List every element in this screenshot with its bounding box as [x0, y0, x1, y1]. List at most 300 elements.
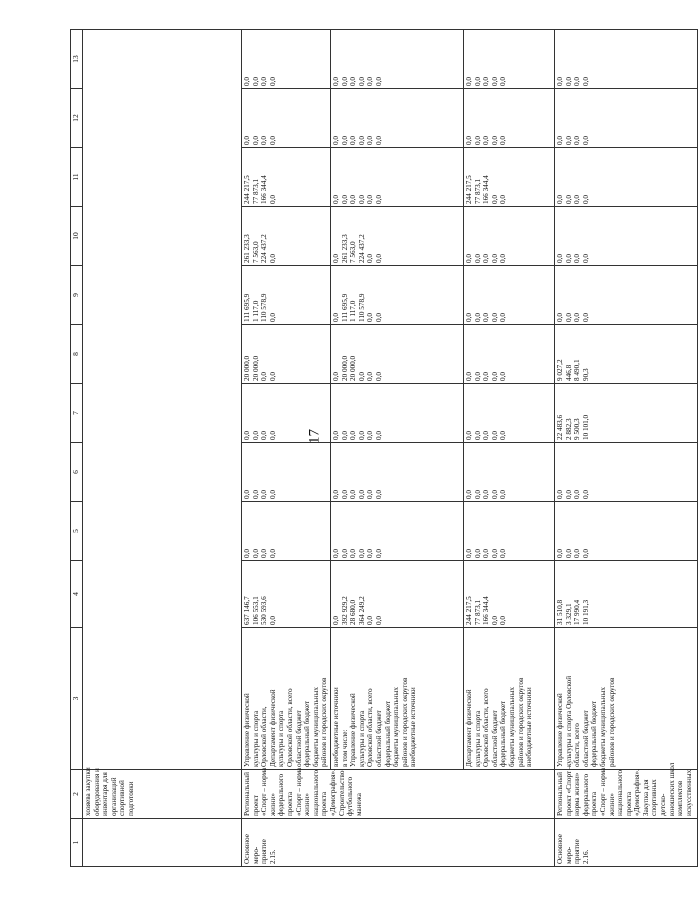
- text-line: 0,0: [251, 490, 260, 499]
- text-line: приятие: [573, 839, 582, 864]
- amount-col4: [242, 561, 331, 628]
- text-line: 244 217,5: [243, 175, 251, 204]
- text-line: 20 000,0: [340, 355, 349, 381]
- text-line: национального: [616, 769, 625, 816]
- text-line: 0,0: [331, 549, 340, 558]
- text-line: 90,3: [581, 368, 590, 381]
- text-line: внебюджетные источники: [331, 687, 340, 767]
- text-line: 0,0: [473, 136, 482, 145]
- amount-col11: [330, 148, 463, 207]
- text-line: 2.16.: [581, 849, 590, 864]
- text-line: 0,0: [490, 254, 499, 263]
- text-line: Основное: [555, 834, 564, 864]
- text-line: «Спорт – норма: [598, 767, 607, 816]
- text-line: 0,0: [490, 313, 499, 322]
- text-line: 0,0: [251, 77, 260, 86]
- text-line: 0,0: [464, 136, 473, 145]
- amount-col13: [330, 30, 463, 89]
- text-line: 0,0: [268, 254, 277, 263]
- text-line: 0,0: [490, 616, 499, 625]
- text-line: 0,0: [340, 77, 349, 86]
- col-header-2: 2: [71, 770, 83, 819]
- table-row: [330, 30, 463, 867]
- amount-col4: [554, 561, 697, 628]
- text-line: 0,0: [573, 254, 582, 263]
- text-line: 0,0: [357, 549, 366, 558]
- text-line: 0,0: [357, 490, 366, 499]
- text-line: Управление физической: [349, 693, 358, 767]
- text-line: 0,0: [268, 195, 277, 204]
- text-line: приятие: [260, 839, 269, 864]
- event-number-2-15: [242, 819, 555, 867]
- text-line: областной бюджет: [294, 710, 303, 767]
- text-line: юношеских школ: [667, 762, 676, 816]
- text-line: 0,0: [349, 490, 358, 499]
- text-line: 0,0: [564, 136, 573, 145]
- text-line: 0,0: [243, 431, 251, 440]
- text-line: оборудования и: [92, 768, 101, 816]
- text-line: проекта: [624, 791, 633, 816]
- text-line: 0,0: [340, 431, 349, 440]
- text-line: 0,0: [464, 549, 473, 558]
- text-line: 0,0: [243, 136, 251, 145]
- text-line: 0,0: [331, 616, 340, 625]
- text-line: федерального: [581, 773, 590, 816]
- text-line: областной бюджет: [490, 710, 499, 767]
- source-list: [242, 628, 331, 770]
- text-line: 0,0: [366, 372, 375, 381]
- text-line: 0,0: [357, 136, 366, 145]
- text-line: 0,0: [260, 549, 269, 558]
- text-line: районов и городских округов: [320, 677, 329, 767]
- text-line: 77 873,1: [251, 178, 260, 204]
- amount-col12: [463, 89, 554, 148]
- text-line: 0,0: [482, 313, 491, 322]
- text-line: 0,0: [499, 431, 508, 440]
- text-line: 0,0: [555, 254, 564, 263]
- text-line: 0,0: [490, 431, 499, 440]
- text-line: 0,0: [374, 313, 383, 322]
- text-line: 0,0: [260, 372, 269, 381]
- text-line: районов и городских округов: [400, 677, 409, 767]
- text-line: 0,0: [499, 136, 508, 145]
- text-line: 530 593,6: [260, 596, 269, 625]
- text-line: 0,0: [573, 490, 582, 499]
- text-line: 0,0: [473, 372, 482, 381]
- text-line: 0,0: [243, 549, 251, 558]
- table-row: [242, 30, 331, 867]
- text-line: федеральный бюджет: [499, 700, 508, 767]
- text-line: 0,0: [499, 616, 508, 625]
- text-line: 0,0: [374, 616, 383, 625]
- header-row: [71, 30, 83, 867]
- text-line: 0,0: [573, 136, 582, 145]
- col-header-7: 7: [71, 384, 83, 443]
- text-line: 0,0: [366, 431, 375, 440]
- text-line: подготовки: [126, 781, 135, 816]
- text-line: детско-: [659, 793, 668, 816]
- text-line: проект «Спорт –: [564, 765, 573, 816]
- text-line: 0,0: [555, 77, 564, 86]
- amount-col5: [242, 502, 331, 561]
- text-line: 0,0: [243, 490, 251, 499]
- text-line: 0,0: [251, 136, 260, 145]
- text-line: 0,0: [482, 549, 491, 558]
- text-line: 0,0: [366, 549, 375, 558]
- text-line: 0,0: [490, 372, 499, 381]
- text-line: 0,0: [243, 77, 251, 86]
- text-line: 0,0: [573, 195, 582, 204]
- text-line: 0,0: [268, 136, 277, 145]
- text-line: Управление физической: [243, 693, 251, 767]
- amount-col10: [330, 207, 463, 266]
- text-line: 31 510,8: [555, 599, 564, 625]
- text-line: 7 563,0: [349, 241, 358, 263]
- col-header-8: 8: [71, 325, 83, 384]
- text-line: 0,0: [464, 254, 473, 263]
- amount-col7: [463, 384, 554, 443]
- amount-col7: [554, 384, 697, 443]
- text-line: Управление физической: [555, 693, 564, 767]
- amount-col10: [242, 207, 331, 266]
- text-line: 0,0: [490, 77, 499, 86]
- text-line: 2.15.: [268, 849, 277, 864]
- text-line: проекта: [285, 791, 294, 816]
- text-line: федеральный бюджет: [590, 700, 599, 767]
- text-line: культуры и спорта: [357, 710, 366, 767]
- table-row: [463, 30, 554, 867]
- text-line: 0,0: [490, 136, 499, 145]
- text-line: в том числе:: [340, 729, 349, 767]
- text-line: «Демография».: [633, 769, 642, 816]
- text-line: Департамент физической: [268, 689, 277, 767]
- text-line: 8 490,1: [573, 359, 582, 381]
- text-line: 0,0: [564, 195, 573, 204]
- text-line: 0,0: [482, 77, 491, 86]
- amount-col6: [242, 443, 331, 502]
- text-line: манежа: [354, 793, 363, 816]
- rotated-table-container: [70, 37, 693, 867]
- amount-col6: [330, 443, 463, 502]
- text-line: 0,0: [499, 372, 508, 381]
- amount-col12: [242, 89, 331, 148]
- text-line: 364 249,2: [357, 596, 366, 625]
- text-line: 0,0: [573, 313, 582, 322]
- text-line: 0,0: [573, 549, 582, 558]
- text-line: федерального: [277, 773, 286, 816]
- text-line: «Спорт – норма: [294, 767, 303, 816]
- amount-col11: [463, 148, 554, 207]
- amount-col11: [554, 148, 697, 207]
- text-line: 0,0: [473, 431, 482, 440]
- event-name-2-16: [554, 762, 697, 819]
- amount-col7: [330, 384, 463, 443]
- text-line: федеральный бюджет: [303, 700, 312, 767]
- text-line: 0,0: [331, 372, 340, 381]
- text-line: 1 117,0: [251, 300, 260, 322]
- text-line: внебюджетные источники: [525, 687, 534, 767]
- text-line: 0,0: [349, 549, 358, 558]
- text-line: 0,0: [555, 313, 564, 322]
- text-line: 0,0: [366, 77, 375, 86]
- col-header-10: 10: [71, 207, 83, 266]
- text-line: 0,0: [349, 77, 358, 86]
- text-line: 0,0: [473, 77, 482, 86]
- text-line: 22 483,6: [555, 414, 564, 440]
- text-line: 0,0: [464, 77, 473, 86]
- text-line: 0,0: [581, 254, 590, 263]
- text-line: 0,0: [268, 431, 277, 440]
- text-line: культуры и спорта: [251, 710, 260, 767]
- text-line: 0,0: [490, 195, 499, 204]
- text-line: 0,0: [366, 490, 375, 499]
- text-line: 261 233,3: [243, 234, 251, 263]
- text-line: областной бюджет: [581, 710, 590, 767]
- text-line: 446,8: [564, 364, 573, 381]
- amount-col7: [242, 384, 331, 443]
- text-line: 9 027,2: [555, 359, 564, 381]
- text-line: 0,0: [482, 254, 491, 263]
- text-line: 0,0: [268, 616, 277, 625]
- text-line: бюджеты муниципальных: [507, 687, 516, 767]
- amount-col4: [463, 561, 554, 628]
- text-line: 0,0: [581, 77, 590, 86]
- text-line: 0,0: [555, 549, 564, 558]
- text-line: Орловской области, всего: [482, 688, 491, 767]
- text-line: «Спорт – норма: [260, 767, 269, 816]
- text-line: Орловской области, всего: [285, 688, 294, 767]
- col-header-12: 12: [71, 89, 83, 148]
- text-line: 0,0: [268, 490, 277, 499]
- text-line: спортивных: [650, 779, 659, 816]
- text-line: Региональный: [243, 772, 251, 816]
- text-line: 0,0: [374, 254, 383, 263]
- text-line: 0,0: [331, 431, 340, 440]
- amount-col8: [554, 325, 697, 384]
- text-line: 0,0: [499, 77, 508, 86]
- text-line: 166 344,4: [482, 175, 491, 204]
- text-line: районов и городских округов: [516, 677, 525, 767]
- amount-col9: [463, 266, 554, 325]
- cell-carry-col1: [83, 819, 242, 867]
- col-header-3: 3: [71, 628, 83, 770]
- text-line: Орловской области,: [260, 706, 269, 767]
- text-line: 0,0: [564, 313, 573, 322]
- text-line: федеральный бюджет: [383, 700, 392, 767]
- text-line: 0,0: [499, 549, 508, 558]
- text-line: 2 882,3: [564, 418, 573, 440]
- text-line: культуры и спорта: [473, 710, 482, 767]
- text-line: 0,0: [357, 77, 366, 86]
- text-line: 0,0: [268, 313, 277, 322]
- text-line: 0,0: [366, 254, 375, 263]
- text-line: Департамент физической: [464, 689, 473, 767]
- text-line: 0,0: [464, 372, 473, 381]
- text-line: 0,0: [349, 195, 358, 204]
- text-line: 0,0: [490, 549, 499, 558]
- col-header-9: 9: [71, 266, 83, 325]
- text-line: жизни»: [303, 793, 312, 816]
- text-line: 0,0: [366, 313, 375, 322]
- text-line: 20 000,0: [243, 355, 251, 381]
- text-line: 0,0: [581, 195, 590, 204]
- amount-col9: [242, 266, 331, 325]
- amount-col6: [463, 443, 554, 502]
- text-line: 0,0: [357, 431, 366, 440]
- text-line: 0,0: [260, 431, 269, 440]
- amount-col8: [463, 325, 554, 384]
- text-line: 0,0: [349, 136, 358, 145]
- text-line: 0,0: [482, 372, 491, 381]
- text-line: культуры и спорта Орловской: [564, 675, 573, 767]
- text-line: 0,0: [499, 490, 508, 499]
- text-line: 0,0: [555, 195, 564, 204]
- col-header-13: 13: [71, 30, 83, 89]
- amount-col9: [330, 266, 463, 325]
- text-line: 0,0: [482, 490, 491, 499]
- text-line: 0,0: [482, 431, 491, 440]
- text-line: 0,0: [260, 136, 269, 145]
- text-line: жизни»: [607, 793, 616, 816]
- text-line: хозяева закупки: [84, 767, 92, 816]
- text-line: 0,0: [464, 431, 473, 440]
- col-header-1: 1: [71, 819, 83, 867]
- amount-col10: [463, 207, 554, 266]
- text-line: 0,0: [268, 77, 277, 86]
- amount-col4: [330, 561, 463, 628]
- text-line: 9 500,3: [573, 418, 582, 440]
- text-line: 0,0: [340, 136, 349, 145]
- text-line: 0,0: [490, 490, 499, 499]
- text-line: 17 990,4: [573, 599, 582, 625]
- text-line: 0,0: [581, 313, 590, 322]
- text-line: искусственных: [684, 769, 693, 816]
- text-line: 0,0: [251, 431, 260, 440]
- source-list: [463, 628, 554, 770]
- text-line: меро-: [564, 846, 573, 864]
- text-line: 0,0: [473, 254, 482, 263]
- text-line: внебюджетные источники: [409, 687, 418, 767]
- text-line: области, всего: [573, 723, 582, 767]
- text-line: «Демография».: [328, 769, 337, 816]
- event-name-2-15: [242, 767, 555, 819]
- amount-col13: [463, 30, 554, 89]
- text-line: спортивной: [118, 780, 127, 816]
- text-line: 0,0: [260, 490, 269, 499]
- text-line: 0,0: [357, 195, 366, 204]
- amount-col5: [463, 502, 554, 561]
- amount-col8: [242, 325, 331, 384]
- text-line: меро-: [251, 846, 260, 864]
- text-line: 0,0: [374, 372, 383, 381]
- text-line: 0,0: [482, 136, 491, 145]
- amount-col5: [554, 502, 697, 561]
- text-line: культуры и спорта: [277, 710, 286, 767]
- text-line: 224 437,2: [260, 234, 269, 263]
- text-line: проект: [251, 795, 260, 816]
- text-line: 0,0: [340, 490, 349, 499]
- text-line: 20 000,0: [349, 355, 358, 381]
- text-line: 0,0: [268, 549, 277, 558]
- text-line: 0,0: [331, 77, 340, 86]
- col-header-6: 6: [71, 443, 83, 502]
- text-line: областной бюджет: [374, 710, 383, 767]
- text-line: 0,0: [331, 490, 340, 499]
- amount-col5: [330, 502, 463, 561]
- text-line: Основное: [243, 834, 251, 864]
- text-line: 77 873,1: [473, 178, 482, 204]
- text-line: 637 146,7: [243, 596, 251, 625]
- text-line: бюджеты муниципальных: [311, 687, 320, 767]
- text-line: футбольного: [346, 776, 355, 816]
- text-line: 0,0: [374, 136, 383, 145]
- text-line: 3 329,1: [564, 603, 573, 625]
- text-line: 0,0: [581, 549, 590, 558]
- amount-col10: [554, 207, 697, 266]
- amount-col9: [554, 266, 697, 325]
- text-line: Орловской области, всего: [366, 688, 375, 767]
- text-line: 0,0: [573, 77, 582, 86]
- table-row: [83, 30, 242, 867]
- text-line: 0,0: [340, 549, 349, 558]
- table-row: [554, 30, 697, 867]
- text-line: 0,0: [374, 77, 383, 86]
- text-line: 224 437,2: [357, 234, 366, 263]
- text-line: 261 233,3: [340, 234, 349, 263]
- text-line: 77 873,1: [473, 599, 482, 625]
- text-line: 244 217,5: [464, 596, 473, 625]
- text-line: 0,0: [340, 195, 349, 204]
- text-line: 111 695,9: [243, 293, 251, 322]
- text-line: 0,0: [581, 136, 590, 145]
- text-line: 0,0: [555, 490, 564, 499]
- amount-col13: [554, 30, 697, 89]
- page-number: 17: [306, 429, 323, 444]
- amount-col13: [242, 30, 331, 89]
- text-line: 0,0: [366, 195, 375, 204]
- text-line: жизни»: [268, 793, 277, 816]
- text-line: 110 578,9: [357, 293, 366, 322]
- text-line: инвентаря для: [101, 772, 110, 816]
- text-line: 0,0: [374, 431, 383, 440]
- amount-col8: [330, 325, 463, 384]
- text-line: 244 217,5: [464, 175, 473, 204]
- text-line: Закупка для: [641, 779, 650, 816]
- text-line: национального: [311, 769, 320, 816]
- text-line: 0,0: [473, 490, 482, 499]
- text-line: 0,0: [251, 549, 260, 558]
- text-line: 0,0: [374, 490, 383, 499]
- text-line: 110 578,9: [260, 293, 269, 322]
- text-line: Региональный: [555, 772, 564, 816]
- text-line: 7 563,0: [251, 241, 260, 263]
- text-line: 0,0: [366, 136, 375, 145]
- cell-carry-empty: [83, 30, 242, 770]
- amount-col11: [242, 148, 331, 207]
- text-line: бюджеты муниципальных: [598, 687, 607, 767]
- text-line: 10 191,3: [581, 599, 590, 625]
- text-line: 0,0: [331, 313, 340, 322]
- text-line: 0,0: [564, 549, 573, 558]
- text-line: 0,0: [349, 431, 358, 440]
- text-line: 0,0: [499, 195, 508, 204]
- text-line: 0,0: [331, 195, 340, 204]
- text-line: проекта: [590, 791, 599, 816]
- col-header-4: 4: [71, 561, 83, 628]
- text-line: 0,0: [331, 254, 340, 263]
- text-line: бюджеты муниципальных: [392, 687, 401, 767]
- text-line: 1 117,0: [349, 300, 358, 322]
